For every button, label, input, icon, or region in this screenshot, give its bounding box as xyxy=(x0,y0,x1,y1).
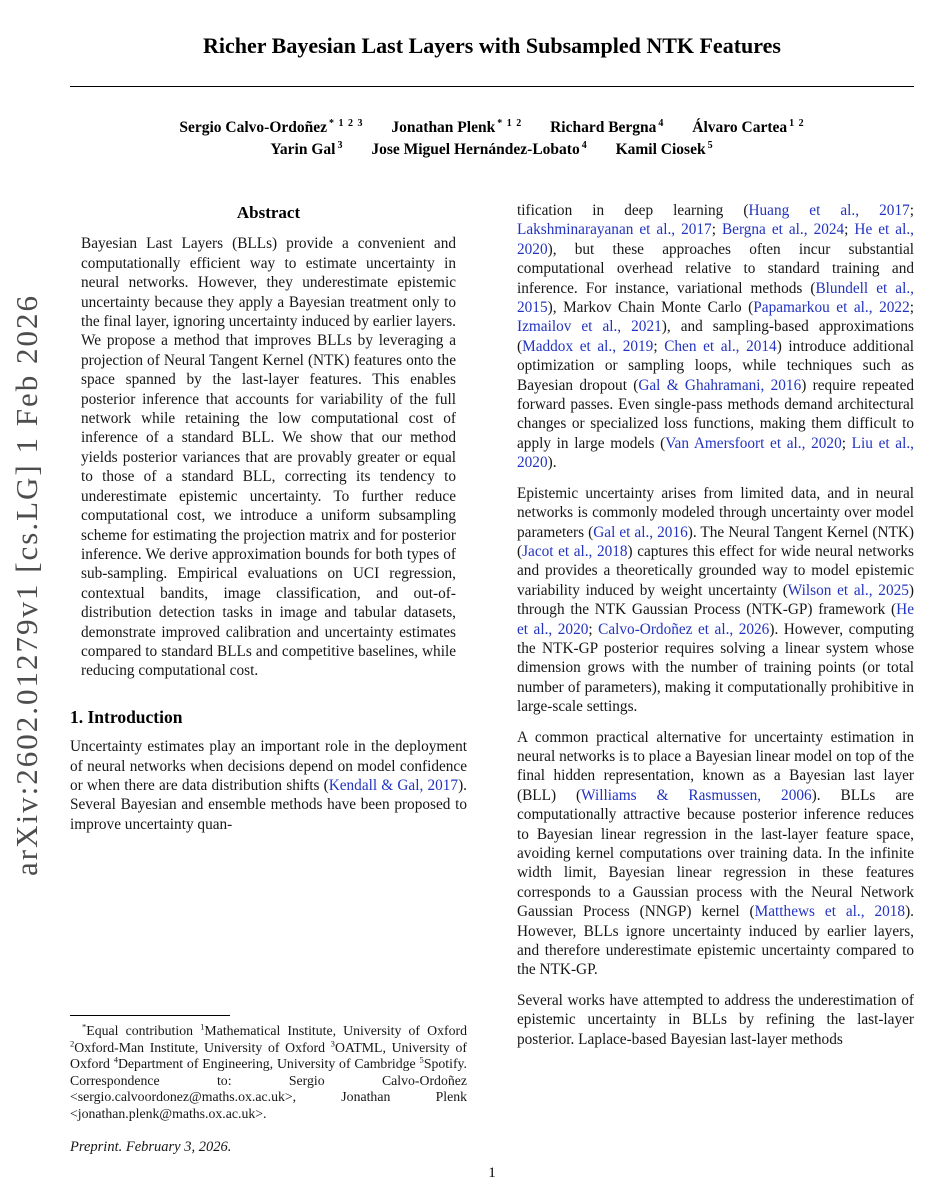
citation-link[interactable]: Gal & Ghahramani, 2016 xyxy=(638,376,802,394)
author-affiliation-sup: * 1 2 3 xyxy=(329,117,364,129)
section-heading-introduction: 1. Introduction xyxy=(70,706,183,727)
author-affiliation-sup: * 1 2 xyxy=(497,117,523,129)
citation-link[interactable]: Blundell et al., 2015 xyxy=(517,279,914,317)
superscript: 4 xyxy=(113,1054,118,1065)
body-paragraph-1 xyxy=(517,201,914,473)
citation-link[interactable]: Papamarkou et al., 2022 xyxy=(753,299,910,317)
text-segment: tification in deep learning ( xyxy=(517,202,749,219)
citation-link[interactable]: Liu et al., 2020 xyxy=(517,434,914,472)
author xyxy=(270,139,343,161)
text-segment: ), Markov Chain Monte Carlo ( xyxy=(547,299,754,317)
author-line-1 xyxy=(70,117,914,139)
citation-link[interactable]: Jacot et al., 2018 xyxy=(522,542,628,560)
citation-link[interactable]: Huang et al., 2017 xyxy=(748,202,910,219)
superscript: * xyxy=(82,1021,87,1032)
text-segment: ; xyxy=(588,620,599,638)
author-name: Richard Bergna xyxy=(550,119,657,136)
author xyxy=(391,117,522,139)
citation-link[interactable]: Gal et al., 2016 xyxy=(593,523,688,541)
author-name: Jonathan Plenk xyxy=(391,119,496,136)
citation-link[interactable]: Lakshminarayanan et al., 2017 xyxy=(517,221,712,239)
citation-link[interactable]: He et al., 2020 xyxy=(517,601,914,638)
citation-link[interactable]: Matthews et al., 2018 xyxy=(754,903,906,921)
citation-link[interactable]: Chen et al., 2014 xyxy=(664,337,777,355)
left-column xyxy=(70,201,467,1157)
arxiv-watermark: arXiv:2602.01279v1 [cs.LG] 1 Feb 2026 xyxy=(9,294,44,876)
author-line-2 xyxy=(70,139,914,161)
text-segment: ). Several Bayesian and ensemble methods have been proposed to improve uncertainty quan- xyxy=(70,776,467,833)
text-segment: Oxford-Man Institute, University of Oxford xyxy=(74,1039,331,1055)
author xyxy=(550,117,664,139)
citation-link[interactable]: Van Amersfoort et al., 2020 xyxy=(665,434,842,452)
citation-link[interactable]: He et al., 2020 xyxy=(517,221,914,258)
title-rule xyxy=(70,86,914,87)
text-segment: Department of Engineering, University of Cambridge xyxy=(117,1056,420,1072)
text-segment: Epistemic uncertainty arises from limited data, and in neural networks is commonly modeled through uncertainty over model parameters ( xyxy=(517,484,914,541)
text-segment: ), but these approaches often incur substantial computational overhead relative to standard training and inference. For instance, variational methods ( xyxy=(517,240,914,297)
text-segment: Spotify. Correspondence to: Sergio Calvo-Ordoñez <sergio.calvoordonez@maths.ox.ac.uk>, Jonathan Plenk <jonathan.plenk@maths.ox.ac.uk>. xyxy=(70,1056,467,1121)
text-segment: Uncertainty estimates play an important role in the deployment of neural networks when decisions depend on model confidence or when there are data distribution shifts ( xyxy=(70,738,467,794)
text-segment: ). BLLs are computationally attractive because posterior inference reduces to Bayesian linear regression in the last-layer feature space, avoiding kernel computations over training data. In the infinite width limit, Bayesian linear regression in these features corresponds to a Gaussian process with the Neural Network Gaussian Process (NNGP) kernel ( xyxy=(517,786,914,921)
author-name: Sergio Calvo-Ordoñez xyxy=(179,119,328,136)
superscript: 3 xyxy=(330,1038,335,1049)
body-paragraph-3 xyxy=(517,728,914,980)
author-block xyxy=(70,117,914,161)
text-segment: ) captures this effect for wide neural networks and provides a theoretically grounded way to model epistemic variability induced by weight uncertainty ( xyxy=(517,542,915,599)
footnote-rule xyxy=(70,1015,230,1016)
author-affiliation-sup: 1 2 xyxy=(789,117,805,129)
citation-link[interactable]: Calvo-Ordoñez et al., 2026 xyxy=(598,620,770,638)
text-segment: A common practical alternative for uncertainty estimation in neural networks is to place a Bayesian linear model on top of the final hidden representation, known as a Bayesian last layer (BLL) ( xyxy=(517,728,914,804)
two-column-body xyxy=(70,201,914,1157)
text-segment: ) require repeated forward passes. Even single-pass methods demand architectural changes or specialized loss functions, making them difficult to apply in large models ( xyxy=(517,376,915,452)
footnote-text xyxy=(70,1023,467,1123)
author xyxy=(616,139,714,161)
intro-paragraph-1 xyxy=(70,737,467,834)
author-affiliation-sup: 5 xyxy=(707,139,714,151)
superscript: 2 xyxy=(70,1038,75,1049)
citation-link[interactable]: Williams & Rasmussen, 2006 xyxy=(581,786,812,804)
text-segment: ), and sampling-based approximations ( xyxy=(517,318,914,355)
text-segment: ). The Neural Tangent Kernel (NTK) ( xyxy=(517,523,914,560)
page-number: 1 xyxy=(488,1165,496,1181)
body-paragraph-2 xyxy=(517,484,914,717)
citation-link[interactable]: Kendall & Gal, 2017 xyxy=(328,776,459,794)
text-segment: ). However, computing the NTK-GP posterior requires solving a linear system whose dimension grows with the number of training points (or total number of parameters), making it computationally prohibitive in large-scale settings. xyxy=(517,620,915,716)
author-name: Jose Miguel Hernández-Lobato xyxy=(371,141,580,158)
footnote-block xyxy=(70,1015,467,1157)
text-segment: ; xyxy=(711,221,722,239)
abstract-text: Bayesian Last Layers (BLLs) provide a convenient and computationally efficient way to estimate uncertainty in neural networks. However, they underestimate epistemic uncertainty because they apply a Bayesian treatment only to the final layer, ignoring uncertainty induced by earlier layers. We propose a method that improves BLLs by leveraging a projection of Neural Tangent Kernel (NTK) features onto the space spanned by the last-layer features. This enables posterior inference that accounts for variability of the full network while retaining the low computational cost of inference of a standard BLL. We show that our method yields posterior variances that are provably greater or equal to those of a standard BLL, correcting its tendency to underestimate epistemic uncertainty. To further reduce computational cost, we introduce a uniform subsampling scheme for estimating the projection matrix and for posterior inference. We derive approximation bounds for both types of sub-sampling. Empirical evaluations on UCI regression, contextual bandits, image classification, and out-of-distribution detection tasks in image and tabular datasets, demonstrate improved calibration and uncertainty estimates compared to standard BLLs and competitive baselines, while reducing computational cost. xyxy=(81,235,456,680)
text-segment: Several works have attempted to address the underestimation of epistemic uncertainty in BLLs by refining the last-layer posterior. Laplace-based Bayesian last-layer methods xyxy=(517,991,914,1048)
author xyxy=(692,117,804,139)
abstract-heading: Abstract xyxy=(236,203,301,222)
text-segment: ; xyxy=(653,337,665,355)
text-segment: Mathematical Institute, University of Oxford xyxy=(204,1023,467,1039)
author xyxy=(179,117,363,139)
superscript: 5 xyxy=(419,1054,424,1065)
superscript: 1 xyxy=(200,1021,205,1032)
text-segment: ) introduce additional optimization or sampling loops, while techniques such as Bayesian dropout ( xyxy=(517,337,914,394)
citation-link[interactable]: Bergna et al., 2024 xyxy=(721,221,845,239)
text-segment: ; xyxy=(844,221,855,239)
text-segment: ) through the NTK Gaussian Process (NTK-GP) framework ( xyxy=(517,581,914,619)
author-affiliation-sup: 3 xyxy=(337,139,344,151)
author xyxy=(371,139,587,161)
citation-link[interactable]: Izmailov et al., 2021 xyxy=(517,318,662,336)
text-segment: ; xyxy=(909,202,914,219)
body-paragraph-4 xyxy=(517,991,914,1049)
author-affiliation-sup: 4 xyxy=(658,117,665,129)
author-name: Kamil Ciosek xyxy=(615,141,706,158)
page-content xyxy=(70,0,914,1157)
right-column xyxy=(517,201,914,1060)
citation-link[interactable]: Wilson et al., 2025 xyxy=(787,581,909,599)
text-segment: ). However, BLLs ignore uncertainty induced by earlier layers, and therefore underestimate epistemic uncertainty compared to the NTK-GP. xyxy=(517,903,914,979)
preprint-note: Preprint. February 3, 2026. xyxy=(70,1138,232,1155)
text-segment: OATML, University of Oxford xyxy=(70,1039,468,1072)
text-segment: ; xyxy=(909,299,914,317)
author-name: Yarin Gal xyxy=(270,141,336,158)
text-segment: ; xyxy=(841,434,852,452)
author-name: Álvaro Cartea xyxy=(692,119,788,136)
text-segment: Equal contribution xyxy=(86,1023,201,1039)
author-affiliation-sup: 4 xyxy=(581,139,588,151)
text-segment: ). xyxy=(547,454,557,472)
paper-title: Richer Bayesian Last Layers with Subsampled NTK Features xyxy=(203,33,781,58)
citation-link[interactable]: Maddox et al., 2019 xyxy=(522,337,654,355)
